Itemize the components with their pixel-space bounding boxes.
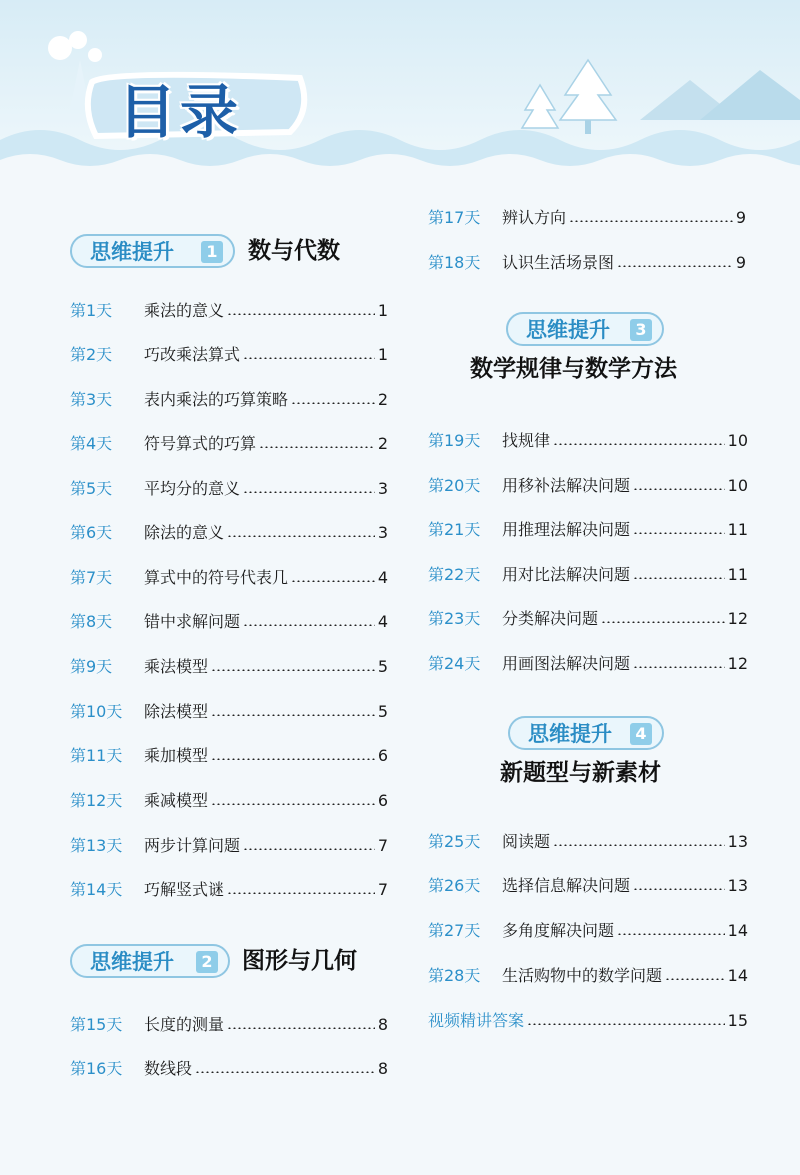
toc-day: 第27天 — [428, 921, 481, 940]
toc-day: 第19天 — [428, 431, 481, 450]
toc-page: 13 — [727, 876, 748, 895]
leader-dots — [633, 666, 725, 668]
toc-entry[interactable] — [428, 250, 746, 276]
toc-entry[interactable] — [70, 431, 388, 457]
toc-day: 第16天 — [70, 1059, 123, 1078]
toc-entry[interactable] — [70, 298, 388, 324]
leader-dots — [553, 443, 725, 445]
section-badge — [506, 312, 664, 346]
toc-topic: 用推理法解决问题 — [502, 520, 631, 539]
toc-day: 第4天 — [70, 434, 113, 453]
toc-topic: 算式中的符号代表几 — [144, 568, 289, 587]
toc-day: 第18天 — [428, 253, 481, 272]
leader-dots — [569, 220, 733, 222]
toc-topic: 乘加模型 — [144, 746, 209, 765]
toc-topic: 多角度解决问题 — [502, 921, 615, 940]
toc-page: 8 — [377, 1059, 388, 1078]
leader-dots — [633, 577, 725, 579]
toc-entry[interactable] — [428, 205, 746, 231]
toc-topic: 阅读题 — [502, 832, 551, 851]
toc-entry[interactable] — [70, 609, 388, 635]
section-badge-number: 3 — [630, 319, 652, 341]
toc-day: 第9天 — [70, 657, 113, 676]
toc-day: 第3天 — [70, 390, 113, 409]
toc-page: 7 — [377, 880, 388, 899]
toc-entry[interactable] — [428, 651, 748, 677]
toc-page: 6 — [377, 746, 388, 765]
toc-entry[interactable] — [428, 428, 748, 454]
toc-topic: 乘法模型 — [144, 657, 209, 676]
toc-topic: 除法的意义 — [144, 523, 225, 542]
toc-topic: 生活购物中的数学问题 — [502, 966, 663, 985]
toc-page: 1 — [377, 301, 388, 320]
toc-topic: 分类解决问题 — [502, 609, 599, 628]
toc-topic: 找规律 — [502, 431, 551, 450]
toc-day: 第15天 — [70, 1015, 123, 1034]
section-header-4 — [428, 716, 748, 786]
toc-day: 第5天 — [70, 479, 113, 498]
toc-day: 第8天 — [70, 612, 113, 631]
toc-topic: 选择信息解决问题 — [502, 876, 631, 895]
leader-dots — [227, 535, 375, 537]
section-title: 图形与几何 — [242, 948, 357, 974]
leader-dots — [617, 265, 733, 267]
toc-page: 9 — [735, 253, 746, 272]
section-badge-number: 4 — [630, 723, 652, 745]
section-title: 数与代数 — [248, 238, 340, 264]
toc-page: 11 — [727, 520, 748, 539]
toc-entry[interactable] — [70, 654, 388, 680]
toc-day: 第20天 — [428, 476, 481, 495]
leader-dots — [243, 357, 375, 359]
section-title: 新题型与新素材 — [500, 760, 661, 786]
leader-dots — [227, 313, 375, 315]
leader-dots — [227, 892, 375, 894]
leader-dots — [243, 491, 375, 493]
leader-dots — [243, 848, 375, 850]
toc-topic: 符号算式的巧算 — [144, 434, 257, 453]
toc-entry[interactable] — [428, 606, 748, 632]
toc-entry[interactable] — [70, 699, 388, 725]
toc-page: 3 — [377, 523, 388, 542]
toc-topic: 错中求解问题 — [144, 612, 241, 631]
leader-dots — [291, 402, 375, 404]
toc-topic: 视频精讲答案 — [428, 1011, 525, 1030]
toc-topic: 除法模型 — [144, 702, 209, 721]
toc-topic: 乘减模型 — [144, 791, 209, 810]
toc-day: 第21天 — [428, 520, 481, 539]
toc-entry[interactable] — [70, 1012, 388, 1038]
leader-dots — [211, 669, 375, 671]
toc-day: 第11天 — [70, 746, 123, 765]
toc-page: 4 — [377, 612, 388, 631]
toc-entry[interactable] — [70, 565, 388, 591]
toc-page: 8 — [377, 1015, 388, 1034]
toc-topic: 乘法的意义 — [144, 301, 225, 320]
toc-page: 10 — [727, 431, 748, 450]
section-badge-label: 思维提升 — [90, 240, 174, 264]
toc-entry[interactable] — [70, 743, 388, 769]
toc-page: 12 — [727, 609, 748, 628]
section-badge — [70, 234, 235, 268]
section-header-3 — [428, 312, 748, 382]
toc-entry[interactable] — [428, 517, 748, 543]
leader-dots — [211, 714, 375, 716]
toc-day: 第7天 — [70, 568, 113, 587]
toc-day: 第25天 — [428, 832, 481, 851]
toc-day: 第23天 — [428, 609, 481, 628]
toc-entry[interactable] — [70, 476, 388, 502]
answers-entry[interactable] — [428, 1008, 748, 1034]
section-title: 数学规律与数学方法 — [470, 356, 677, 382]
toc-entry[interactable] — [70, 788, 388, 814]
toc-day: 第1天 — [70, 301, 113, 320]
toc-day: 第22天 — [428, 565, 481, 584]
toc-page: 5 — [377, 702, 388, 721]
toc-topic: 巧改乘法算式 — [144, 345, 241, 364]
toc-day: 第24天 — [428, 654, 481, 673]
section-badge — [508, 716, 664, 750]
toc-entry[interactable] — [70, 520, 388, 546]
leader-dots — [527, 1023, 725, 1025]
leader-dots — [601, 621, 725, 623]
toc-entry[interactable] — [428, 918, 748, 944]
leader-dots — [633, 888, 725, 890]
toc-page: 9 — [735, 208, 746, 227]
toc-page: 5 — [377, 657, 388, 676]
toc-entry[interactable] — [428, 562, 748, 588]
leader-dots — [259, 446, 375, 448]
section-badge-label: 思维提升 — [528, 722, 612, 746]
toc-page: 15 — [727, 1011, 748, 1030]
toc-entry[interactable] — [70, 342, 388, 368]
toc-topic: 用对比法解决问题 — [502, 565, 631, 584]
toc-day: 第14天 — [70, 880, 123, 899]
toc-day: 第17天 — [428, 208, 481, 227]
section-badge — [70, 944, 230, 978]
leader-dots — [617, 933, 725, 935]
leader-dots — [633, 488, 725, 490]
toc-entry[interactable] — [428, 473, 748, 499]
toc-day: 第12天 — [70, 791, 123, 810]
toc-page: 11 — [727, 565, 748, 584]
leader-dots — [633, 532, 725, 534]
toc-day: 第10天 — [70, 702, 123, 721]
toc-topic: 用画图法解决问题 — [502, 654, 631, 673]
toc-page: 4 — [377, 568, 388, 587]
toc-page: 14 — [727, 966, 748, 985]
section-badge-number: 1 — [201, 241, 223, 263]
toc-topic: 表内乘法的巧算策略 — [144, 390, 289, 409]
leader-dots — [243, 624, 375, 626]
section-badge-number: 2 — [196, 951, 218, 973]
toc-topic: 辨认方向 — [502, 208, 567, 227]
leader-dots — [195, 1071, 375, 1073]
toc-page: 14 — [727, 921, 748, 940]
toc-day: 第26天 — [428, 876, 481, 895]
section-badge-label: 思维提升 — [526, 318, 610, 342]
section-badge-label: 思维提升 — [90, 950, 174, 974]
page-title: 目录 — [118, 78, 243, 146]
toc-page: 13 — [727, 832, 748, 851]
toc-day: 第2天 — [70, 345, 113, 364]
toc-topic: 认识生活场景图 — [502, 253, 615, 272]
toc-page: 7 — [377, 836, 388, 855]
toc-entry[interactable] — [70, 833, 388, 859]
toc-page: 6 — [377, 791, 388, 810]
toc-topic: 两步计算问题 — [144, 836, 241, 855]
toc-entry[interactable] — [428, 829, 748, 855]
toc-day: 第13天 — [70, 836, 123, 855]
toc-entry[interactable] — [70, 387, 388, 413]
toc-entry[interactable] — [428, 963, 748, 989]
header-banner — [0, 0, 800, 200]
toc-page: 12 — [727, 654, 748, 673]
toc-entry[interactable] — [428, 873, 748, 899]
toc-topic: 数线段 — [144, 1059, 193, 1078]
toc-page: 2 — [377, 434, 388, 453]
toc-entry[interactable] — [70, 877, 388, 903]
toc-topic: 巧解竖式谜 — [144, 880, 225, 899]
toc-entry[interactable] — [70, 1056, 388, 1082]
toc-page: 10 — [727, 476, 748, 495]
leader-dots — [211, 758, 375, 760]
leader-dots — [211, 803, 375, 805]
toc-day: 第28天 — [428, 966, 481, 985]
leader-dots — [227, 1027, 375, 1029]
leader-dots — [665, 978, 725, 980]
leader-dots — [291, 580, 375, 582]
toc-topic: 用移补法解决问题 — [502, 476, 631, 495]
toc-page: 1 — [377, 345, 388, 364]
toc-topic: 平均分的意义 — [144, 479, 241, 498]
toc-day: 第6天 — [70, 523, 113, 542]
toc-page: 2 — [377, 390, 388, 409]
leader-dots — [553, 844, 725, 846]
toc-topic: 长度的测量 — [144, 1015, 225, 1034]
toc-page: 3 — [377, 479, 388, 498]
